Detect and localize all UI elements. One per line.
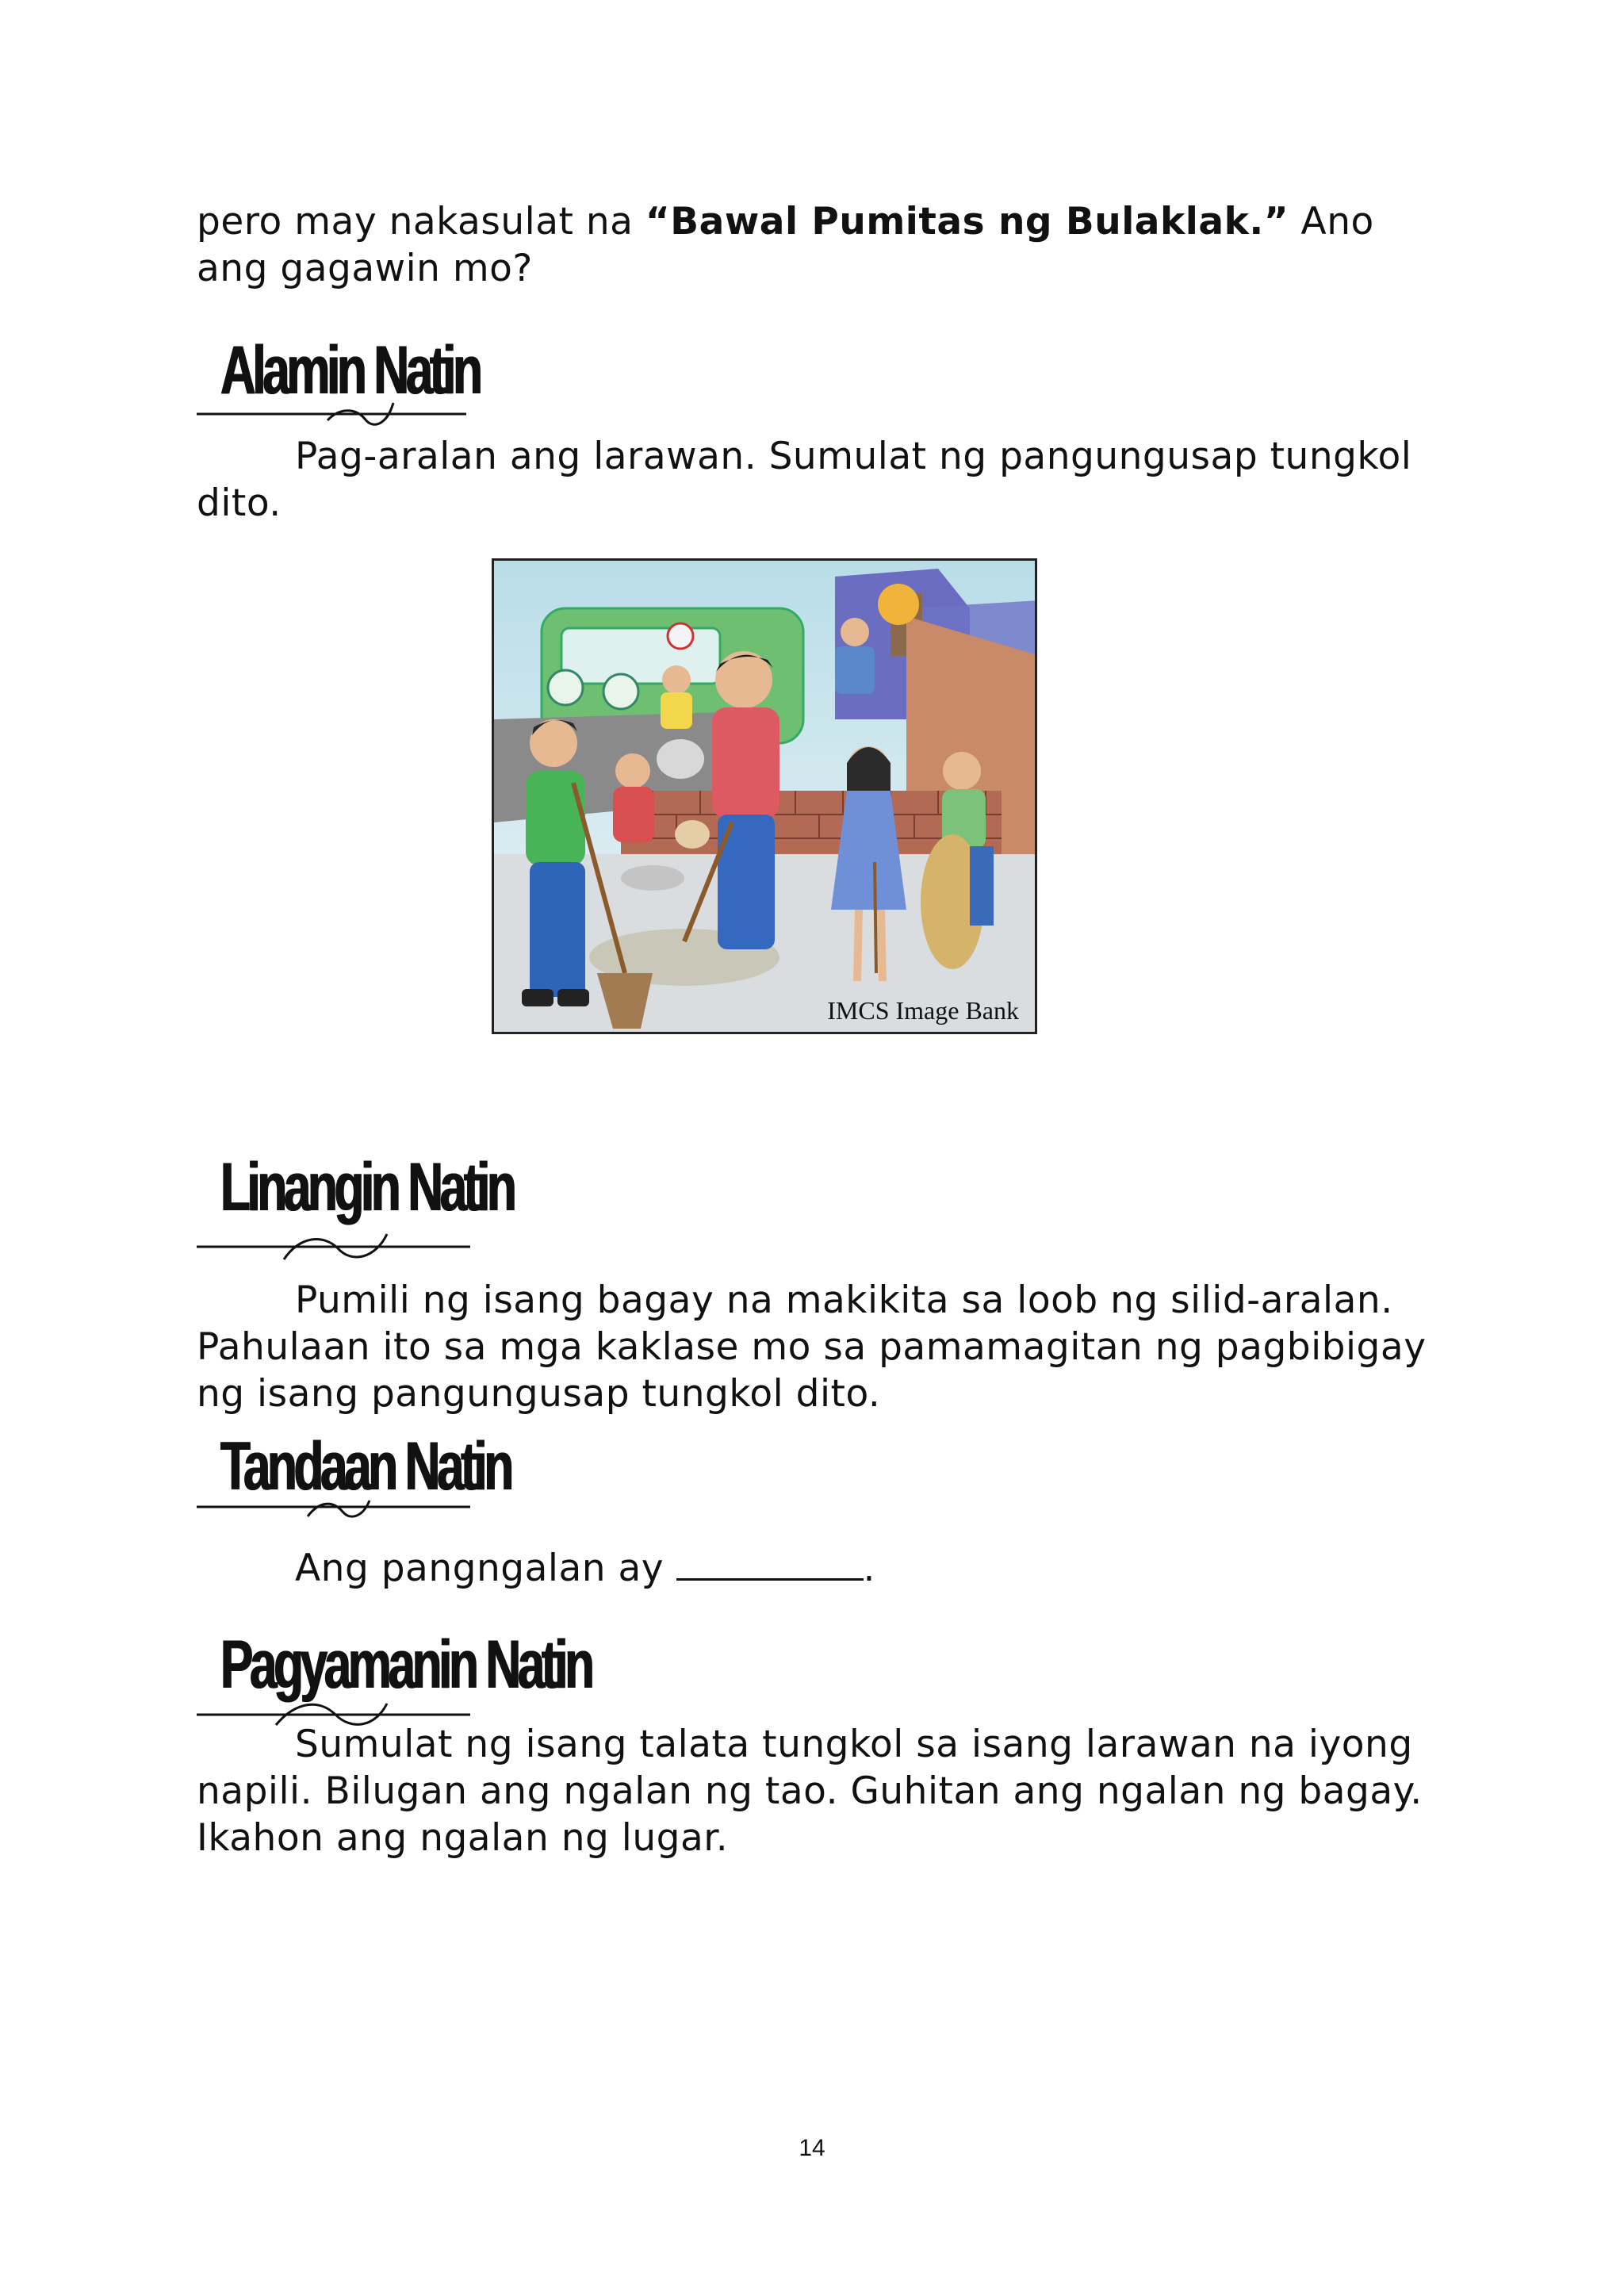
heading-text: Alamin Natin xyxy=(220,332,480,408)
heading-pagyamanin-natin xyxy=(197,1626,592,1721)
heading-tandaan-natin xyxy=(197,1428,511,1523)
linangin-paragraph: Pumili ng isang bagay na makikita sa loob ng silid-aralan. Pahulaan ito sa mga kaklase mo sa pamamagitan ng pagbibigay ng isang pangungusap tungkol dito. xyxy=(197,1278,1427,1416)
tandaan-paragraph xyxy=(197,1545,1434,1592)
intro-post: Ano ang gagawin mo? xyxy=(197,200,1374,290)
intro-paragraph xyxy=(197,198,1434,292)
cleaning-scene-illustration xyxy=(494,561,1037,1034)
heading-text: Linangin Natin xyxy=(220,1149,514,1225)
alamin-paragraph: Pag-aralan ang larawan. Sumulat ng pangungusap tungkol dito. xyxy=(197,435,1412,525)
image-credit: IMCS Image Bank xyxy=(827,996,1019,1025)
tandaan-period: . xyxy=(863,1547,875,1590)
heading-linangin-natin xyxy=(197,1148,514,1244)
fill-in-blank[interactable] xyxy=(676,1545,864,1581)
heading-text: Pagyamanin Natin xyxy=(220,1627,592,1703)
heading-text: Tandaan Natin xyxy=(220,1428,511,1504)
illustration-frame xyxy=(492,558,1037,1034)
intro-sign-text: “Bawal Pumitas ng Bulaklak.” xyxy=(645,200,1289,243)
heading-alamin-natin xyxy=(197,332,480,427)
pagyamanin-paragraph: Sumulat ng isang talata tungkol sa isang larawan na iyong napili. Bilugan ang ngalan ng tao. Guhitan ang ngalan ng bagay. Ikahon ang ngalan ng lugar. xyxy=(197,1723,1423,1860)
intro-pre: pero may nakasulat na xyxy=(197,200,645,243)
page-number: 14 xyxy=(799,2135,825,2161)
tandaan-text: Ang pangngalan ay xyxy=(295,1547,676,1590)
